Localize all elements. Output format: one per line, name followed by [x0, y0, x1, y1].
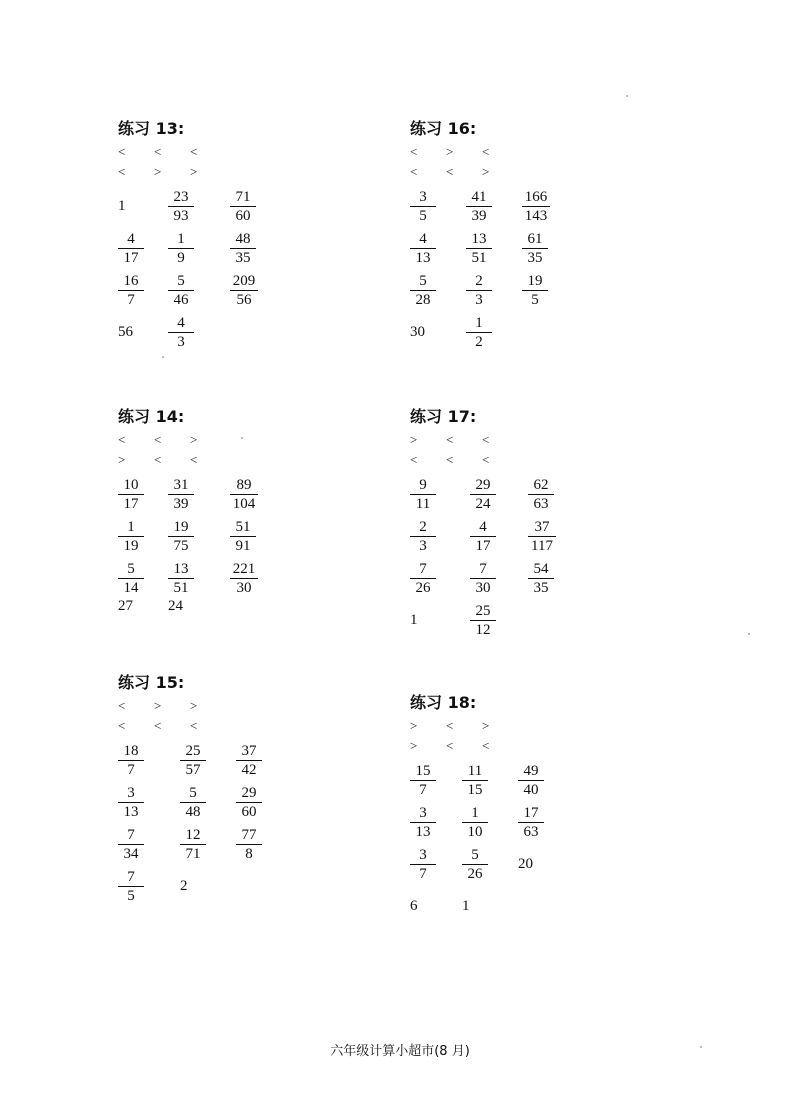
fraction	[462, 804, 488, 841]
comparison-sign: <	[154, 432, 162, 447]
numerator: 221	[230, 560, 258, 579]
answer-fraction	[168, 476, 194, 513]
denominator: 39	[471, 208, 487, 224]
answer-fraction	[410, 272, 436, 309]
fraction	[230, 230, 256, 267]
comparison-sign: <	[446, 164, 454, 179]
fraction	[528, 518, 556, 555]
answer-whole-number: 6	[410, 898, 418, 914]
comparison-sign: >	[118, 452, 126, 467]
numerator: 10	[118, 476, 144, 495]
comparison-sign: <	[154, 452, 162, 467]
answer-fraction	[236, 826, 262, 863]
numerator: 17	[518, 804, 544, 823]
fraction	[168, 476, 194, 513]
answer-fraction	[410, 804, 436, 841]
answer-fraction	[168, 518, 194, 555]
answer-fraction	[522, 188, 550, 225]
numerator: 89	[230, 476, 258, 495]
fraction	[180, 784, 206, 821]
answer-whole-number: 1	[410, 612, 418, 628]
fraction	[230, 560, 258, 597]
numerator: 9	[410, 476, 436, 495]
fraction	[410, 188, 436, 225]
answer-fraction	[462, 804, 488, 841]
exercise-title: 练习 18:	[410, 693, 477, 712]
fraction	[522, 230, 548, 267]
comparison-sign: >	[446, 144, 454, 159]
fraction	[470, 476, 496, 513]
numerator: 15	[410, 762, 436, 781]
denominator: 117	[531, 538, 553, 554]
answer-fraction	[118, 784, 144, 821]
numerator: 3	[410, 846, 436, 865]
comparison-sign: >	[410, 718, 418, 733]
denominator: 60	[241, 804, 257, 820]
comparison-sign: >	[482, 718, 490, 733]
answer-fraction	[470, 602, 496, 639]
comparison-sign: <	[118, 698, 126, 713]
numerator: 5	[410, 272, 436, 291]
scan-speck	[748, 633, 750, 635]
exercise-title: 练习 15:	[118, 673, 185, 692]
answer-fraction	[168, 188, 194, 225]
denominator: 35	[533, 580, 549, 596]
fraction	[518, 804, 544, 841]
denominator: 3	[419, 538, 427, 554]
numerator: 37	[528, 518, 556, 537]
fraction	[410, 804, 436, 841]
comparison-sign: <	[190, 144, 198, 159]
comparison-sign: <	[154, 718, 162, 733]
answer-fraction	[230, 188, 256, 225]
answer-fraction	[230, 560, 258, 597]
numerator: 2	[410, 518, 436, 537]
fraction	[466, 230, 492, 267]
denominator: 28	[415, 292, 431, 308]
denominator: 17	[123, 250, 139, 266]
denominator: 51	[173, 580, 189, 596]
scan-speck	[162, 356, 164, 358]
fraction	[118, 826, 144, 863]
denominator: 14	[123, 580, 139, 596]
answer-fraction	[518, 762, 544, 799]
numerator: 166	[522, 188, 550, 207]
comparison-sign: >	[410, 738, 418, 753]
fraction	[410, 560, 436, 597]
comparison-sign: <	[446, 718, 454, 733]
fraction	[410, 762, 436, 799]
denominator: 3	[475, 292, 483, 308]
denominator: 8	[245, 846, 253, 862]
numerator: 5	[118, 560, 144, 579]
numerator: 4	[118, 230, 144, 249]
numerator: 77	[236, 826, 262, 845]
answer-fraction	[466, 188, 492, 225]
fraction	[168, 560, 194, 597]
scan-speck	[700, 1046, 702, 1048]
numerator: 61	[522, 230, 548, 249]
comparison-sign: <	[118, 432, 126, 447]
fraction	[118, 476, 144, 513]
denominator: 10	[467, 824, 483, 840]
denominator: 30	[475, 580, 491, 596]
fraction	[118, 272, 144, 309]
answer-fraction	[466, 272, 492, 309]
answer-fraction	[118, 272, 144, 309]
denominator: 17	[475, 538, 491, 554]
page-footer: 六年级计算小超市(8 月)	[330, 1044, 470, 1059]
fraction	[518, 762, 544, 799]
denominator: 34	[123, 846, 139, 862]
fraction	[462, 846, 488, 883]
fraction	[180, 826, 206, 863]
denominator: 5	[419, 208, 427, 224]
denominator: 5	[531, 292, 539, 308]
answer-fraction	[410, 476, 436, 513]
answer-fraction	[410, 762, 436, 799]
comparison-sign: <	[482, 452, 490, 467]
fraction	[168, 272, 194, 309]
numerator: 7	[118, 826, 144, 845]
denominator: 7	[127, 292, 135, 308]
numerator: 37	[236, 742, 262, 761]
numerator: 3	[410, 188, 436, 207]
denominator: 51	[471, 250, 487, 266]
comparison-sign: <	[190, 718, 198, 733]
denominator: 13	[415, 250, 431, 266]
answer-whole-number: 1	[118, 198, 126, 214]
answer-fraction	[470, 476, 496, 513]
numerator: 19	[168, 518, 194, 537]
denominator: 9	[177, 250, 185, 266]
numerator: 5	[180, 784, 206, 803]
numerator: 1	[462, 804, 488, 823]
fraction	[118, 742, 144, 779]
answer-whole-number: 24	[168, 598, 183, 614]
fraction	[236, 826, 262, 863]
denominator: 63	[523, 824, 539, 840]
comparison-sign: <	[446, 452, 454, 467]
fraction	[522, 272, 548, 309]
numerator: 3	[410, 804, 436, 823]
numerator: 1	[118, 518, 144, 537]
denominator: 75	[173, 538, 189, 554]
answer-fraction	[528, 560, 554, 597]
numerator: 209	[230, 272, 258, 291]
answer-fraction	[410, 188, 436, 225]
fraction	[528, 560, 554, 597]
fraction	[466, 314, 492, 351]
answer-fraction	[528, 518, 556, 555]
comparison-sign: <	[446, 432, 454, 447]
numerator: 5	[168, 272, 194, 291]
comparison-sign: <	[118, 164, 126, 179]
denominator: 26	[415, 580, 431, 596]
answer-fraction	[230, 272, 258, 309]
numerator: 4	[410, 230, 436, 249]
denominator: 63	[533, 496, 549, 512]
numerator: 13	[466, 230, 492, 249]
numerator: 54	[528, 560, 554, 579]
comparison-sign: >	[154, 164, 162, 179]
answer-fraction	[118, 560, 144, 597]
numerator: 1	[466, 314, 492, 333]
numerator: 12	[180, 826, 206, 845]
fraction	[410, 272, 436, 309]
comparison-sign: >	[190, 164, 198, 179]
exercise-title: 练习 16:	[410, 119, 477, 138]
numerator: 7	[410, 560, 436, 579]
fraction	[168, 518, 194, 555]
denominator: 5	[127, 888, 135, 904]
numerator: 49	[518, 762, 544, 781]
answer-fraction	[522, 272, 548, 309]
answer-fraction	[236, 784, 262, 821]
answer-whole-number: 2	[180, 878, 188, 894]
answer-fraction	[236, 742, 262, 779]
numerator: 31	[168, 476, 194, 495]
comparison-sign: <	[154, 144, 162, 159]
answer-fraction	[118, 868, 144, 905]
comparison-sign: >	[154, 698, 162, 713]
numerator: 5	[462, 846, 488, 865]
exercise-title: 练习 17:	[410, 407, 477, 426]
fraction	[470, 518, 496, 555]
fraction	[230, 188, 256, 225]
comparison-sign: <	[190, 452, 198, 467]
numerator: 3	[118, 784, 144, 803]
numerator: 62	[528, 476, 554, 495]
denominator: 30	[236, 580, 252, 596]
numerator: 18	[118, 742, 144, 761]
numerator: 29	[470, 476, 496, 495]
fraction	[410, 846, 436, 883]
answer-whole-number: 20	[518, 856, 533, 872]
denominator: 57	[185, 762, 201, 778]
fraction	[118, 230, 144, 267]
answer-fraction	[168, 560, 194, 597]
denominator: 15	[467, 782, 483, 798]
answer-fraction	[470, 560, 496, 597]
answer-fraction	[518, 804, 544, 841]
comparison-sign: >	[410, 432, 418, 447]
answer-fraction	[470, 518, 496, 555]
fraction	[462, 762, 488, 799]
numerator: 29	[236, 784, 262, 803]
comparison-sign: <	[410, 452, 418, 467]
fraction	[168, 230, 194, 267]
denominator: 7	[419, 866, 427, 882]
fraction	[230, 518, 256, 555]
comparison-sign: <	[482, 738, 490, 753]
numerator: 7	[470, 560, 496, 579]
comparison-sign: >	[190, 698, 198, 713]
denominator: 35	[235, 250, 251, 266]
answer-fraction	[466, 230, 492, 267]
fraction	[410, 476, 436, 513]
numerator: 7	[118, 868, 144, 887]
numerator: 25	[470, 602, 496, 621]
answer-fraction	[168, 272, 194, 309]
numerator: 25	[180, 742, 206, 761]
comparison-sign: <	[482, 432, 490, 447]
numerator: 11	[462, 762, 488, 781]
fraction	[466, 272, 492, 309]
answer-fraction	[528, 476, 554, 513]
denominator: 24	[475, 496, 491, 512]
fraction	[168, 188, 194, 225]
answer-fraction	[462, 762, 488, 799]
denominator: 13	[123, 804, 139, 820]
answer-fraction	[118, 826, 144, 863]
answer-fraction	[118, 742, 144, 779]
answer-whole-number: 30	[410, 324, 425, 340]
denominator: 46	[173, 292, 189, 308]
comparison-sign: <	[118, 718, 126, 733]
fraction	[168, 314, 194, 351]
denominator: 2	[475, 334, 483, 350]
denominator: 13	[415, 824, 431, 840]
denominator: 19	[123, 538, 139, 554]
fraction	[470, 602, 496, 639]
comparison-sign: <	[482, 144, 490, 159]
numerator: 13	[168, 560, 194, 579]
answer-fraction	[466, 314, 492, 351]
comparison-sign: <	[410, 144, 418, 159]
denominator: 56	[236, 292, 252, 308]
comparison-sign: <	[410, 164, 418, 179]
denominator: 26	[467, 866, 483, 882]
fraction	[118, 784, 144, 821]
fraction	[118, 560, 144, 597]
answer-fraction	[168, 230, 194, 267]
answer-whole-number: 27	[118, 598, 133, 614]
scan-speck	[626, 95, 628, 97]
answer-fraction	[180, 784, 206, 821]
fraction	[410, 230, 436, 267]
fraction	[236, 742, 262, 779]
denominator: 60	[235, 208, 251, 224]
denominator: 11	[415, 496, 431, 512]
fraction	[470, 560, 496, 597]
denominator: 40	[523, 782, 539, 798]
exercise-title: 练习 13:	[118, 119, 185, 138]
fraction	[230, 476, 258, 513]
answer-fraction	[230, 230, 256, 267]
denominator: 39	[173, 496, 189, 512]
fraction	[230, 272, 258, 309]
denominator: 17	[123, 496, 139, 512]
answer-fraction	[118, 230, 144, 267]
fraction	[236, 784, 262, 821]
numerator: 71	[230, 188, 256, 207]
answer-fraction	[410, 230, 436, 267]
answer-whole-number: 1	[462, 898, 470, 914]
denominator: 12	[475, 622, 491, 638]
answer-fraction	[522, 230, 548, 267]
answer-whole-number: 56	[118, 324, 133, 340]
comparison-sign: >	[190, 432, 198, 447]
answer-fraction	[462, 846, 488, 883]
denominator: 48	[185, 804, 201, 820]
numerator: 19	[522, 272, 548, 291]
denominator: 42	[241, 762, 257, 778]
fraction	[522, 188, 550, 225]
numerator: 2	[466, 272, 492, 291]
answer-fraction	[410, 518, 436, 555]
numerator: 1	[168, 230, 194, 249]
scan-speck	[241, 437, 243, 439]
numerator: 41	[466, 188, 492, 207]
denominator: 7	[419, 782, 427, 798]
numerator: 16	[118, 272, 144, 291]
answer-fraction	[410, 560, 436, 597]
answer-fraction	[230, 518, 256, 555]
numerator: 4	[470, 518, 496, 537]
denominator: 143	[524, 208, 548, 224]
comparison-sign: <	[446, 738, 454, 753]
denominator: 91	[235, 538, 251, 554]
fraction	[410, 518, 436, 555]
numerator: 48	[230, 230, 256, 249]
answer-fraction	[230, 476, 258, 513]
denominator: 7	[127, 762, 135, 778]
exercise-title: 练习 14:	[118, 407, 185, 426]
answer-fraction	[180, 742, 206, 779]
fraction	[118, 868, 144, 905]
denominator: 104	[232, 496, 256, 512]
answer-fraction	[118, 518, 144, 555]
numerator: 51	[230, 518, 256, 537]
numerator: 23	[168, 188, 194, 207]
answer-fraction	[410, 846, 436, 883]
answer-fraction	[180, 826, 206, 863]
fraction	[466, 188, 492, 225]
denominator: 35	[527, 250, 543, 266]
denominator: 3	[177, 334, 185, 350]
fraction	[528, 476, 554, 513]
comparison-sign: <	[118, 144, 126, 159]
answer-fraction	[118, 476, 144, 513]
comparison-sign: >	[482, 164, 490, 179]
denominator: 93	[173, 208, 189, 224]
fraction	[180, 742, 206, 779]
answer-fraction	[168, 314, 194, 351]
fraction	[118, 518, 144, 555]
numerator: 4	[168, 314, 194, 333]
denominator: 71	[185, 846, 201, 862]
